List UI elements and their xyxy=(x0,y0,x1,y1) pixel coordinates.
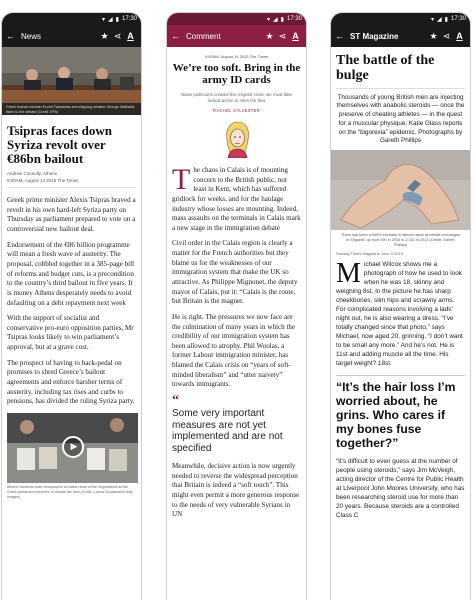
paragraph-text: he chaos in Calais is of mounting concern to the British public, not least in Kent, which has suffered gridlock for weeks, and for the haulage industry whose losses are mounting. Indeed, mass assaults on the terminals in Calais mark a new stage in the immigration debate xyxy=(172,165,301,232)
app-toolbar xyxy=(331,25,470,47)
wifi-icon: ▾ xyxy=(102,16,106,23)
phone-comment xyxy=(166,12,307,600)
signal-icon: ◢ xyxy=(437,16,442,23)
share-icon[interactable]: ⋖ xyxy=(442,30,451,41)
pull-quote: “It’s the hair loss I’m worried about, he grins. Who cares if my bones fuse together?” xyxy=(336,375,465,451)
section-title: News xyxy=(21,31,42,41)
drop-cap: M xyxy=(336,258,361,290)
drop-cap: T xyxy=(172,162,191,196)
battery-icon: ▮ xyxy=(115,16,119,23)
play-icon[interactable]: ▶ xyxy=(62,436,84,458)
battery-icon: ▮ xyxy=(280,16,284,23)
share-icon[interactable]: ⋖ xyxy=(113,30,122,41)
video-thumbnail[interactable] xyxy=(7,413,138,483)
pull-quote: Some very important measures are not yet implemented and are not specified xyxy=(172,408,283,454)
article-dateline: 9:00AM, August 14 2015 The Times xyxy=(204,54,269,59)
article-photo xyxy=(331,150,471,230)
article-paragraph xyxy=(172,162,301,233)
video-caption: Athens residents scan newspapers for latest news of the negotiations as the Greek parliament prepares to debate the deal (Credit: Louisa Gouliamaki/Getty Images) xyxy=(7,484,133,499)
signal-icon: ◢ xyxy=(108,16,113,23)
share-icon[interactable]: ⋖ xyxy=(278,30,287,41)
article-dateline: 9:00AM, August 14 2015 The Times xyxy=(7,177,79,183)
status-bar xyxy=(331,13,470,25)
app-toolbar xyxy=(2,25,141,47)
status-time: 17:30 xyxy=(450,16,466,22)
arm-photo xyxy=(331,150,471,230)
section-title: Comment xyxy=(186,31,221,41)
article-paragraph: “It’s difficult to even guess at the number of people using steroids,” says Jim McVeigh, acting director of the Centre for Public Health at Liverpool John Moores University, who has been researching steroid use for more than 20 years. Because steroids are a controlled Class C xyxy=(336,458,465,520)
photo-caption: Greek finance minister Euclid Tsakalotos and shipping minister George Stathakis listen to the debate (Credit: EPA) xyxy=(6,105,135,114)
status-bar xyxy=(2,13,141,25)
phone-magazine xyxy=(330,12,471,600)
divider xyxy=(336,88,465,89)
article-headline: The battle of the bulge xyxy=(336,53,435,84)
quote-mark-icon: “ xyxy=(172,393,179,409)
back-arrow-icon[interactable]: ← xyxy=(171,31,180,41)
text-size-icon[interactable]: A xyxy=(456,31,463,41)
article-headline: Tsipras faces down Syriza revolt over €86bn bailout xyxy=(7,122,112,166)
signal-icon: ◢ xyxy=(273,16,278,23)
article-paragraph: Civil order in the Calais region is clearly a matter for the French authorities but they blame us for the weaknesses of our immigration system that make the UK so attractive. As Philippe Mignonet, the deputy mayor of Calais, put it: “Calais is the route, but Britain is the magnet. xyxy=(172,239,298,306)
status-time: 17:30 xyxy=(286,16,302,22)
text-size-icon[interactable]: A xyxy=(127,31,134,41)
article-paragraph: Endorsement of the €86 billion programme will mean a fresh wave of austerity. The proposal, cobbled together in a 385-page bill of reforms and budget cuts, is a precondition to the country’s third bailout in five years. It is money Athens desperately needs to avoid defaulting on a debt repayment next week xyxy=(7,240,135,307)
article-headline: We’re too soft. Bring in the army ID cards xyxy=(172,62,301,87)
article-standfirst: Naive politicians created this migrant crisis: we must take radical action to stem the flow xyxy=(180,91,293,103)
article-paragraph: He is right. The pressures we now face are the culmination of many years in which the credibility of our immigration system has been allowed to atrophy. Phil Woolas, a former Labour immigration minister, has blamed the Calais crisis on “years of soft-minded liberalism” and “utter naivety” towards immigrants. xyxy=(172,312,296,389)
back-arrow-icon[interactable]: ← xyxy=(6,31,15,41)
star-icon[interactable]: ★ xyxy=(429,30,438,41)
section-title: ST Magazine xyxy=(350,31,399,41)
star-icon[interactable]: ★ xyxy=(265,30,274,41)
phone-news xyxy=(1,12,142,600)
status-bar xyxy=(167,13,306,25)
photo-caption: There has been a 645% increase in steroid users at needle exchanges in England, up from 290 in 2010 to 2,161 in 2013 (Credit: Gareth Phillips) xyxy=(341,232,460,248)
article-paragraph: With the support of socialist and conservative pro-euro opposition parties, Mr Tsipras looks likely to win parliament’s approval, but at a grave cost. xyxy=(7,314,134,352)
status-time: 17:30 xyxy=(121,16,137,22)
author-name: RACHEL SYLVESTER xyxy=(212,107,261,113)
divider xyxy=(7,187,136,188)
paragraph-text: ichael Wilcox shows me a photograph of how he used to look when he was 18, skinny and weighing 8st. In the picture he has sharp cheekbones, slim hips and scrawny arms. For complicated reasons involving a lads’ night out, he is also wearing a dress. “I’ve totally changed since that photo,” says Michael, now aged 20, grinning. “I don’t want to be small any more.” And he’s not. He is 11st and adding muscle all the time. His target weight? 18st. xyxy=(336,261,463,367)
app-toolbar xyxy=(167,25,306,47)
author-portrait xyxy=(217,118,257,158)
star-icon[interactable]: ★ xyxy=(100,30,109,41)
article-paragraph: The prospect of having to back-pedal on promises to shred Greece’s bailout agreements and enforce harsher terms of austerity, including tax rises and curbs to pensions, has divided the ruling Syriza party. xyxy=(7,358,135,406)
wifi-icon: ▾ xyxy=(267,16,271,23)
text-size-icon[interactable]: A xyxy=(292,31,299,41)
article-paragraph: Greek prime minister Alexis Tsipras braved a revolt in his own hard-left Syriza party on Thursday as parliament prepared to vote on a controversial new bailout deal. xyxy=(7,196,136,234)
issue-date: Sunday Times Magazine June 9 2015 xyxy=(336,251,403,257)
wifi-icon: ▾ xyxy=(431,16,435,23)
article-paragraph: Meanwhile, decisive action is now urgently needed to reverse the widespread perception that Britain is indeed a “soft touch”. This might even permit a more generous response to the needs of very vulnerable Syrians in UN xyxy=(172,462,300,519)
back-arrow-icon[interactable]: ← xyxy=(335,31,344,41)
battery-icon: ▮ xyxy=(444,16,448,23)
article-paragraph xyxy=(336,258,465,369)
article-standfirst: Thousands of young British men are injecting themselves with anabolic steroids — once the preserve of cheating athletes — in the quest for a muscular physique. Katie Glass reports on the “bigorexia” epidemic. Photographs by Gareth Phillips xyxy=(336,93,465,145)
author-byline: Andrew Connolly, Athens xyxy=(7,170,57,176)
